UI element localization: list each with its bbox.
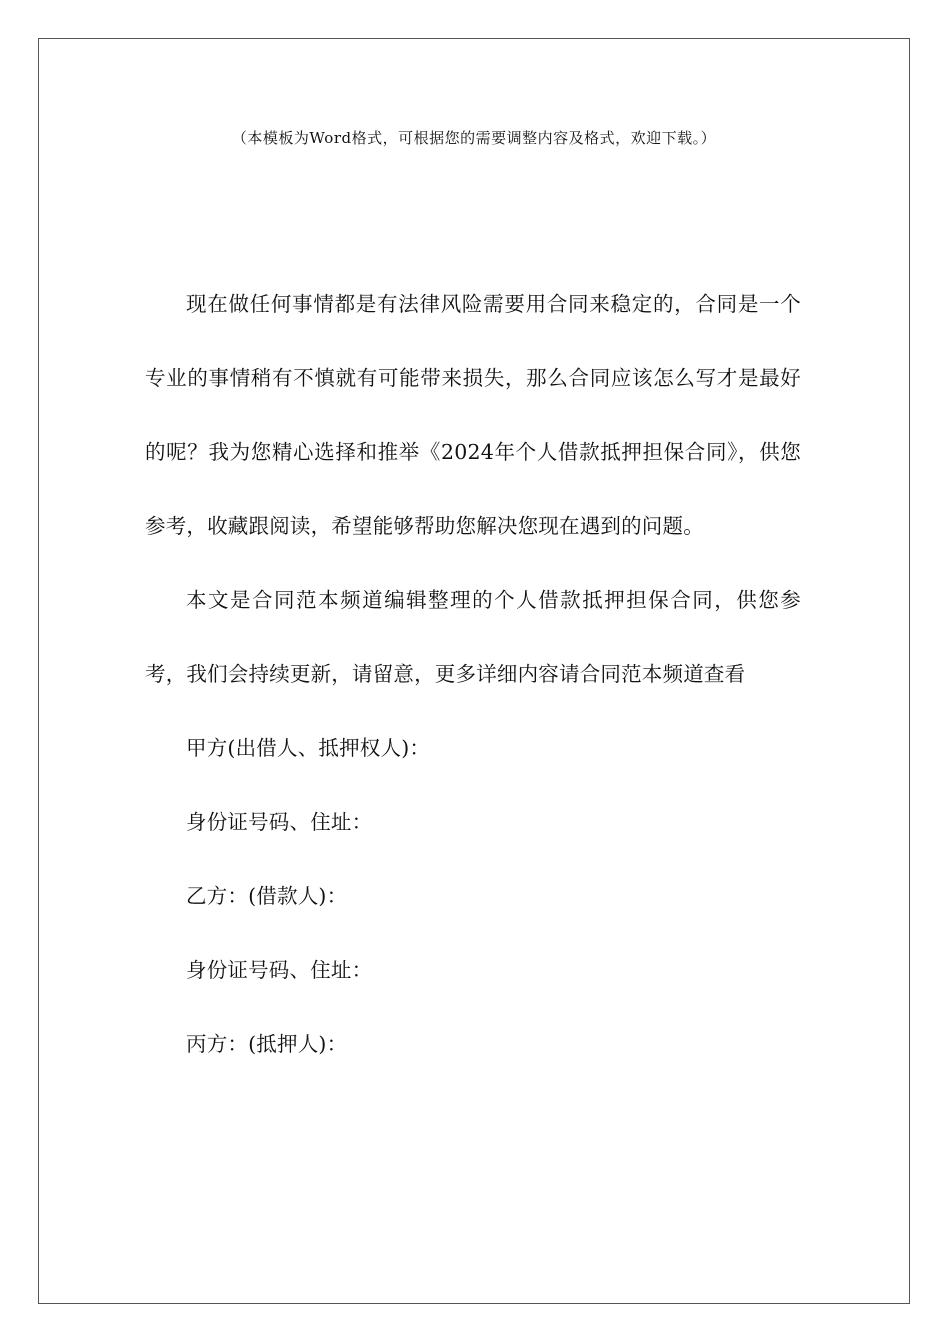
party-a-id-line: 身份证号码、住址： — [186, 810, 373, 834]
party-a-line: 甲方(出借人、抵押权人)： — [186, 736, 431, 760]
intro-paragraph: 现在做任何事情都是有法律风险需要用合同来稳定的，合同是一个专业的事情稍有不慎就有可能带来损失，那么合同应该怎么写才是最好的呢？我为您精心选择和推举《2024年个人借款抵押担保合同》，供您参考，收藏跟阅读，希望能够帮助您解决您现在遇到的问题。 — [145, 292, 801, 538]
source-paragraph: 本文是合同范本频道编辑整理的个人借款抵押担保合同，供您参考，我们会持续更新，请留意，更多详细内容请合同范本频道查看 — [145, 588, 801, 686]
document-body — [145, 267, 801, 1081]
party-b-id-line: 身份证号码、住址： — [186, 958, 373, 982]
document-page — [38, 38, 910, 1304]
party-b-line: 乙方：(借款人)： — [186, 884, 348, 908]
template-notice: （本模板为Word格式，可根据您的需要调整内容及格式，欢迎下载。） — [231, 129, 717, 147]
party-c-line: 丙方：(抵押人)： — [186, 1032, 348, 1056]
